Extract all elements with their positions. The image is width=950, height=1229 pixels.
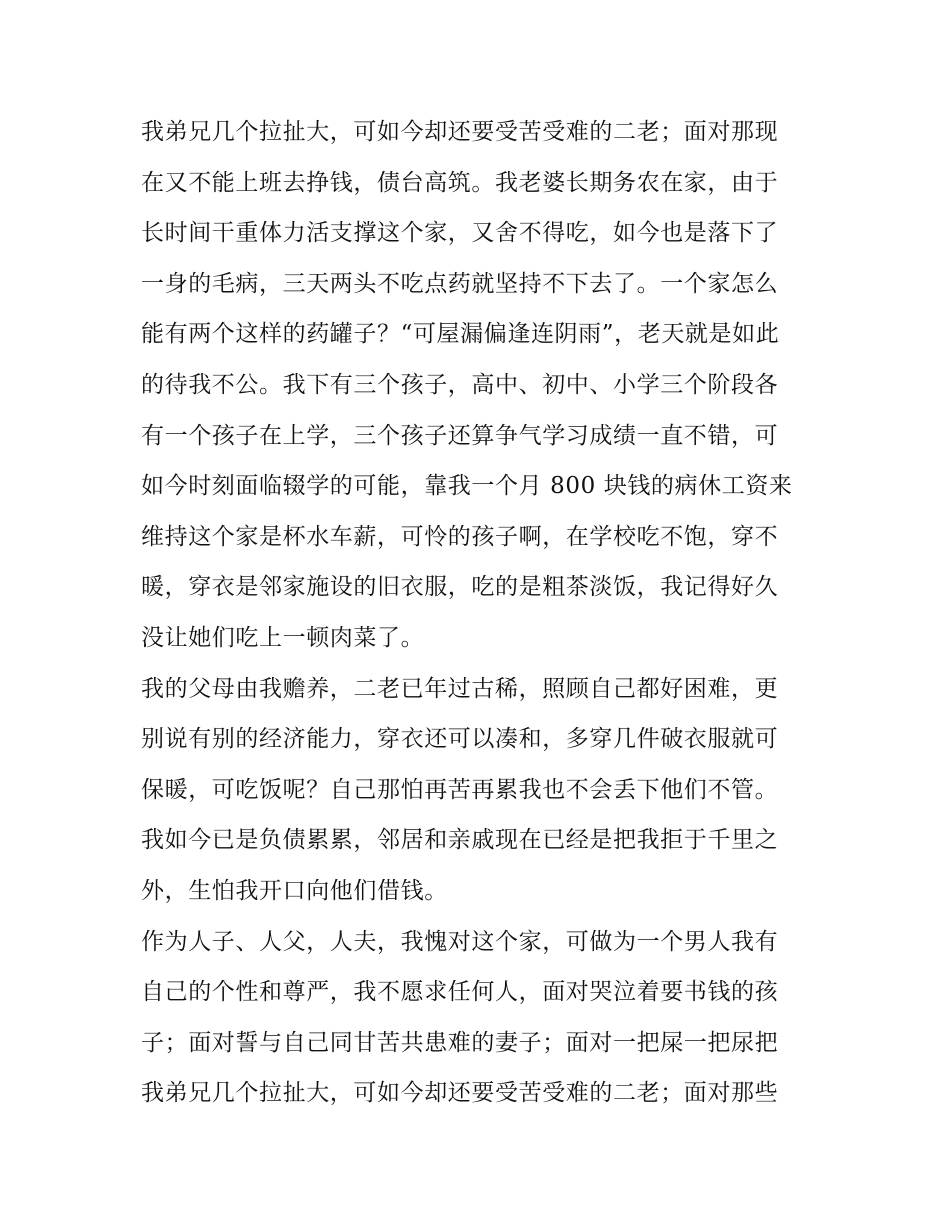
text-line: 长时间干重体力活支撑这个家，又舍不得吃，如今也是落下了 (141, 220, 779, 247)
text-line: 我弟兄几个拉扯大，可如今却还要受苦受难的二老；面对那些 (141, 1080, 779, 1107)
text-line: 能有两个这样的药罐子？“可屋漏偏逢连阴雨”，老天就是如此 (141, 321, 780, 348)
text-line: 我如今已是负债累累，邻居和亲戚现在已经是把我拒于千里之 (141, 827, 779, 854)
text-line: 维持这个家是杯水车薪，可怜的孩子啊，在学校吃不饱，穿不 (141, 523, 779, 550)
text-line: 没让她们吃上一顿肉菜了。 (141, 624, 425, 651)
text-line: 在又不能上班去挣钱，债台高筑。我老婆长期务农在家，由于 (141, 169, 779, 196)
text-line: 有一个孩子在上学，三个孩子还算争气学习成绩一直不错，可 (141, 422, 779, 449)
text-line: 我的父母由我赡养，二老已年过古稀，照顾自己都好困难，更 (141, 675, 779, 702)
text-line: 的待我不公。我下有三个孩子，高中、初中、小学三个阶段各 (141, 371, 779, 398)
text-line: 外，生怕我开口向他们借钱。 (141, 877, 448, 904)
text-line: 自己的个性和尊严，我不愿求任何人，面对哭泣着要书钱的孩 (141, 979, 779, 1006)
text-line: 别说有别的经济能力，穿衣还可以凑和，多穿几件破衣服就可 (141, 726, 779, 753)
text-line: 子；面对誓与自己同甘苦共患难的妻子；面对一把屎一把尿把 (141, 1029, 779, 1056)
text-line: 保暖，可吃饭呢？自己那怕再苦再累我也不会丢下他们不管。 (141, 776, 779, 803)
text-line: 作为人子、人父，人夫，我愧对这个家，可做为一个男人我有 (141, 928, 779, 955)
text-line: 一身的毛病，三天两头不吃点药就坚持不下去了。一个家怎么 (141, 270, 779, 297)
text-line: 如今时刻面临辍学的可能，靠我一个月 800 块钱的病休工资来 (141, 473, 793, 500)
text-line: 我弟兄几个拉扯大，可如今却还要受苦受难的二老；面对那现 (141, 119, 779, 145)
text-line: 暖，穿衣是邻家施设的旧衣服，吃的是粗茶淡饭，我记得好久 (141, 574, 779, 601)
document-body (141, 107, 813, 1119)
